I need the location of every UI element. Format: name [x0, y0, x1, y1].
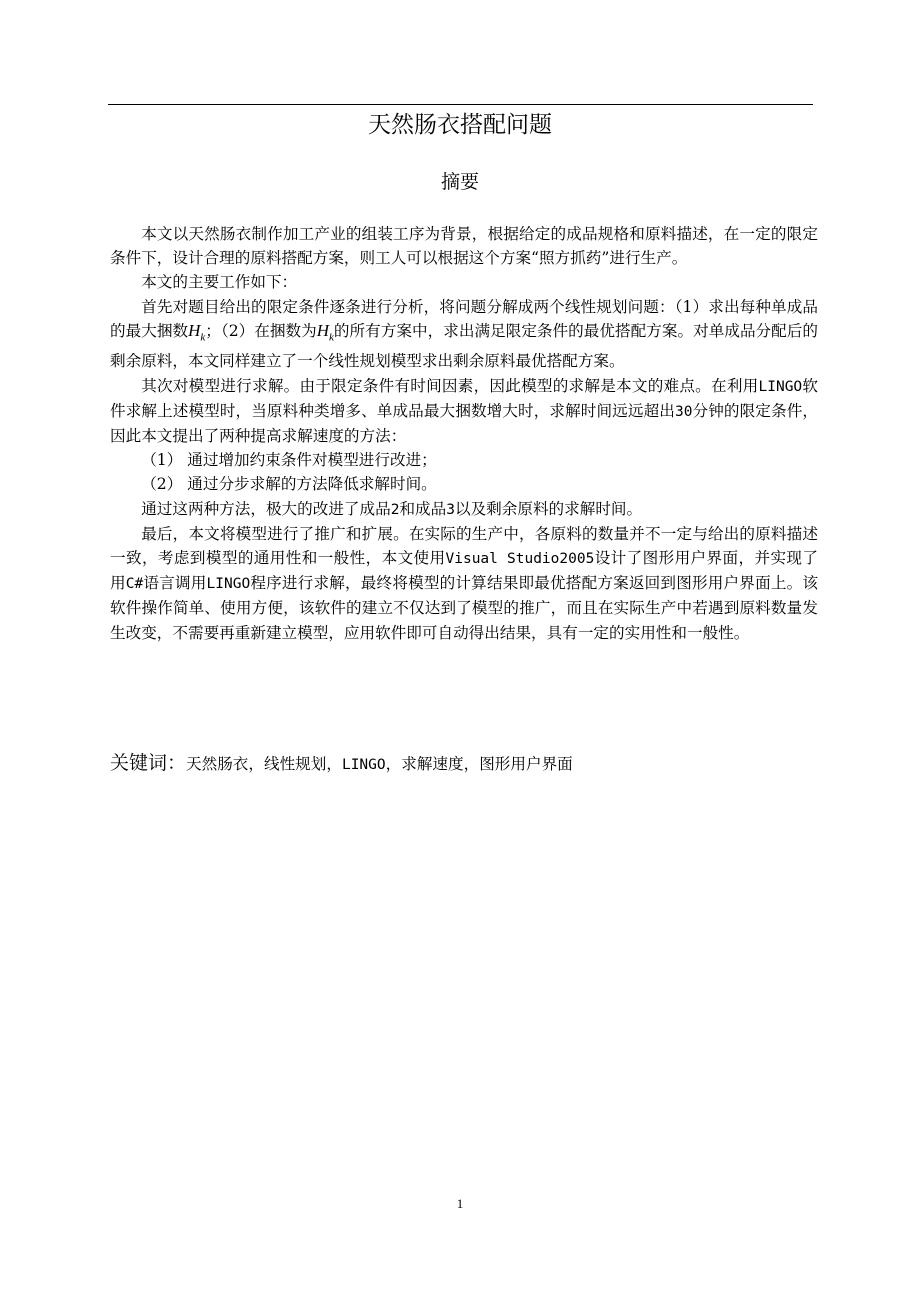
list-item-2: （2） 通过分步求解的方法降低求解时间。: [141, 475, 437, 494]
lingo-term-2: LINGO: [206, 576, 251, 593]
paragraph-first-text-a: 首先对题目给出的限定条件逐条进行分析，将问题分解成两个线性规划问题：（1）求出每种单成品的最大捆数: [110, 297, 818, 340]
paragraph-second: [110, 374, 818, 449]
paragraph-third-text-c: 以及剩余原料的求解时间。: [454, 499, 643, 518]
paragraph-first: [110, 295, 818, 374]
paragraph-third: [110, 497, 818, 522]
math-h-k-1: [188, 320, 206, 344]
paragraph-main-work-text: 本文的主要工作如下：: [141, 273, 298, 292]
list-item-1: （1） 通过增加约束条件对模型进行改进；: [141, 451, 437, 470]
math-var: H: [188, 320, 201, 340]
math-sub: k: [200, 331, 206, 344]
paragraph-last-text-d: 程序进行求解，最终将模型的计算结果即最优搭配方案返回到图形用户界面上。该软件操作简单、使用方便，该软件的建立不仅达到了模型的推广，而且在实际生产中若遇到原料数量发生改变，不需要再重新建立模型，应用软件即可自动得出结果，具有一定的实用性和一般性。: [110, 574, 818, 642]
keywords-lingo: LINGO: [341, 757, 386, 773]
paragraph-second-text-a: 其次对模型进行求解。由于限定条件有时间因素，因此模型的求解是本文的难点。在利用: [141, 376, 759, 395]
keywords-part-2: ，求解速度，图形用户界面: [385, 755, 573, 773]
math-sub: k: [329, 331, 334, 344]
paragraph-second-text-b: 软件求解上述模型时，当原料种类增多、单成品最大捆数增大时，求解时间远远超出: [110, 376, 818, 420]
lingo-term: LINGO: [758, 378, 803, 395]
paragraph-first-text-c: 的所有方案中，求出满足限定条件的最优搭配方案。对单成品分配后的剩余原料，本文同样建立了一个线性规划模型求出剩余原料最优搭配方案。: [110, 321, 818, 371]
paragraph-last-text-b: 设计了图形用户界面，并实现了用: [110, 549, 818, 593]
number-30: 30: [674, 403, 693, 420]
number-2: 2: [390, 501, 400, 518]
paragraph-third-text-a: 通过这两种方法，极大的改进了成品: [141, 499, 391, 518]
math-h-k-2: [316, 320, 334, 344]
paragraph-first-text-b: ；（2）在捆数为: [205, 321, 317, 340]
document-title: 天然肠衣搭配问题: [368, 112, 552, 138]
csharp-term: C#: [125, 576, 144, 593]
abstract-heading: 摘要: [440, 171, 479, 193]
paragraph-last: [110, 522, 818, 645]
paragraph-last-text-a: 最后，本文将模型进行了推广和扩展。在实际的生产中，各原料的数量并不一定与给出的原料描述一致，考虑到模型的通用性和一般性，本文使用: [110, 524, 818, 568]
paragraph-intro: [110, 222, 818, 270]
math-var: H: [316, 320, 330, 340]
keywords-label: 关键词：: [110, 752, 187, 774]
keywords-line: [110, 750, 818, 778]
paragraph-last-text-c: 语言调用: [143, 574, 207, 593]
number-3: 3: [446, 501, 455, 518]
keywords-part-1: 天然肠衣，线性规划，: [186, 755, 342, 773]
paragraph-second-text-c: 分钟的限定条件，因此本文提出了两种提高求解速度的方法：: [110, 401, 818, 446]
paragraph-third-text-b: 和成品: [399, 499, 447, 518]
header-rule: [108, 104, 813, 105]
visual-studio-term: Visual Studio2005: [445, 551, 595, 568]
paragraph-main-work: [110, 270, 818, 294]
paragraph-intro-text: 本文以天然肠衣制作加工产业的组装工序为背景，根据给定的成品规格和原料描述，在一定的限定条件下，设计合理的原料搭配方案，则工人可以根据这个方案“照方抓药”进行生产。: [110, 225, 818, 268]
page-number: 1: [456, 1196, 464, 1211]
abstract-body: [110, 222, 818, 645]
